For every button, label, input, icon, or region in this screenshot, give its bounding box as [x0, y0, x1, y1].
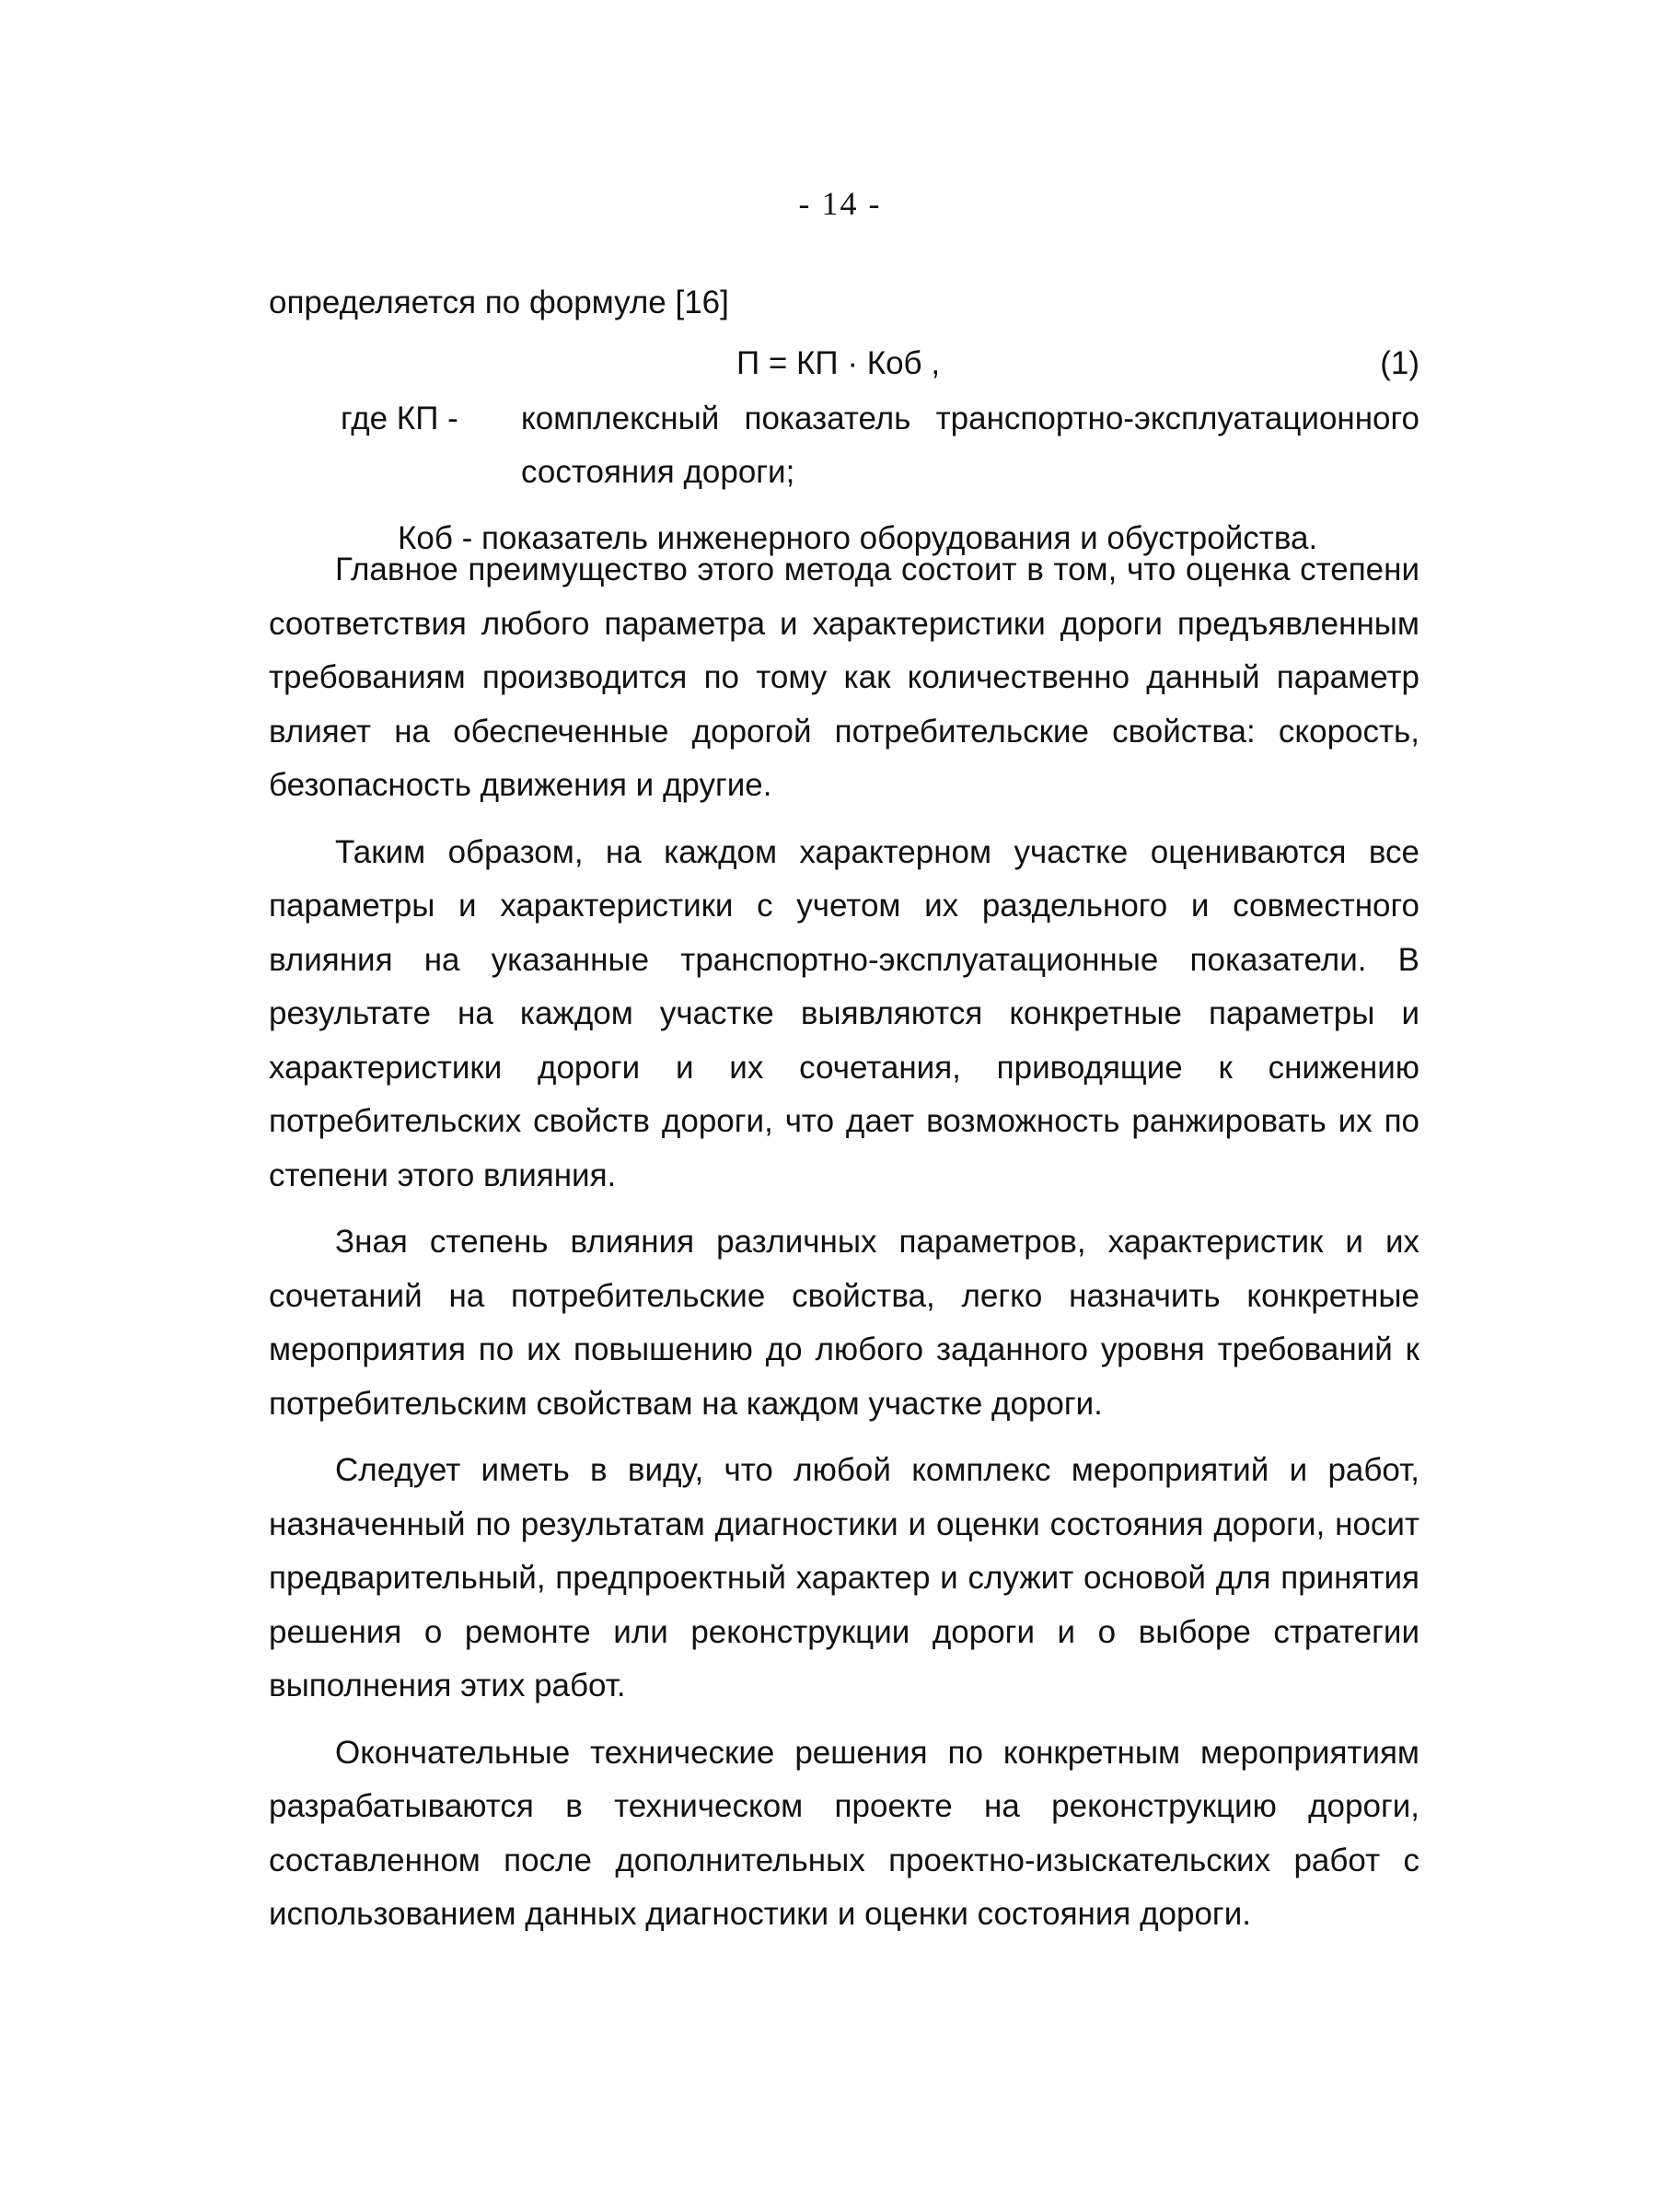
- formula-row: [269, 337, 1419, 390]
- paragraph: Окончательные технические решения по конкретным мероприятиям разрабатываются в техническом проекте на реконструкцию дороги, составленном после дополнительных проектно-изыскательских работ с использованием данных диагностики и оценки состояния дороги.: [269, 1734, 1419, 1932]
- paragraph: Зная степень влияния различных параметров, характеристик и их сочетаний на потребительские свойства, легко назначить конкретные мероприятия по их повышению до любого заданного уровня требований к потребительским свойствам на каждом участке дороги.: [269, 1224, 1419, 1422]
- definition-text: показатель инженерного оборудования и обустройства.: [481, 520, 1318, 556]
- formula-number: (1): [1380, 345, 1419, 381]
- body-text: [269, 543, 1419, 1955]
- page-number: - 14 -: [798, 185, 882, 222]
- definition-kp: [269, 392, 1419, 499]
- paragraph: Таким образом, на каждом характерном участке оцениваются все параметры и характеристики с учетом их раздельного и совместного влияния на указанные транспортно-эксплуатационные показатели. В результате на каждом участке выявляются конкретные параметры и характеристики дороги и их сочетания, приводящие к снижению потребительских свойств дороги, что дает возможность ранжировать их по степени этого влияния.: [269, 833, 1419, 1193]
- definition-term: где КП -: [341, 401, 468, 436]
- paragraph: Главное преимущество этого метода состоит в том, что оценка степени соответствия любого параметра и характеристики дороги предъявленным требованиям производится по тому как количественно данный параметр влияет на обеспеченные дорогой потребительские свойства: скорость, безопасность движения и другие.: [269, 552, 1419, 803]
- paragraph: Следует иметь в виду, что любой комплекс мероприятий и работ, назначенный по результатам диагностики и оценки состояния дороги, носит предварительный, предпроектный характер и служит основой для принятия решения о ремонте или реконструкции дороги и о выборе стратегии выполнения этих работ.: [269, 1452, 1419, 1703]
- intro-line: определяется по формуле [16]: [269, 285, 729, 320]
- formula-definitions: [269, 392, 1419, 565]
- definition-term: Коб -: [398, 520, 482, 556]
- formula-expression: П = КП · Коб ,: [736, 345, 941, 381]
- definition-text: комплексный показатель транспортно-эксплуатационного состояния дороги;: [521, 401, 1419, 490]
